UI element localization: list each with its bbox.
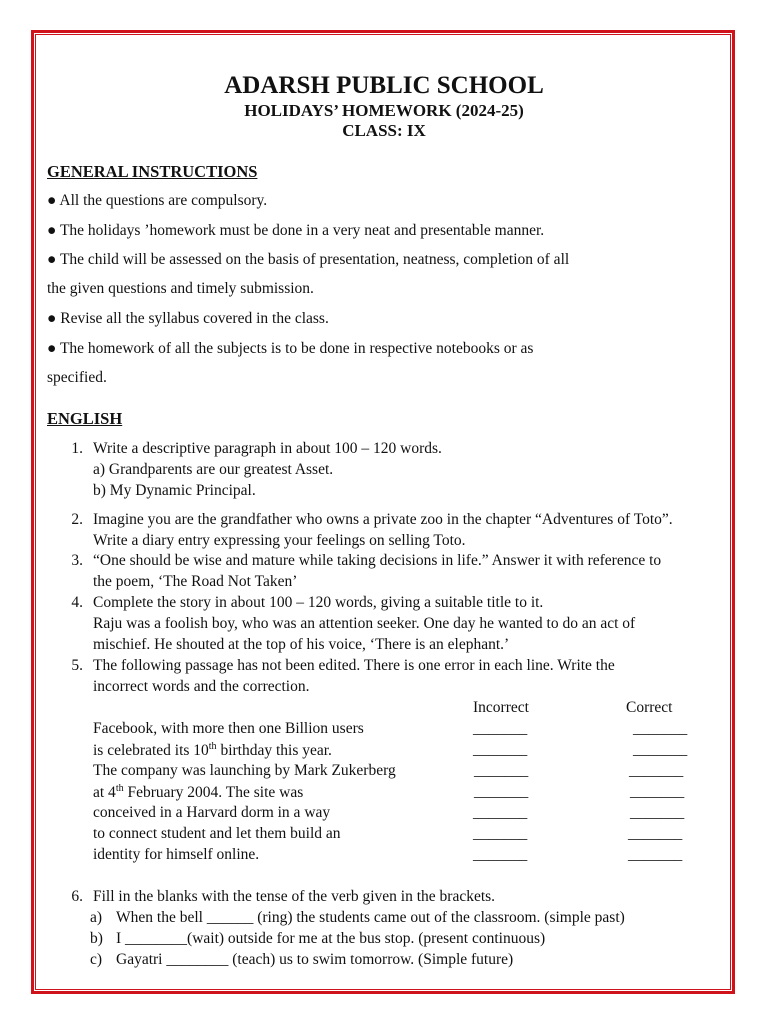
- correct-blank: _______: [633, 741, 688, 758]
- incorrect-blank: _______: [473, 720, 528, 737]
- english-heading: ENGLISH: [47, 409, 123, 428]
- question-number: 5.: [71, 657, 83, 674]
- correct-blank: _______: [628, 825, 683, 842]
- general-instructions-heading: GENERAL INSTRUCTIONS: [47, 162, 258, 181]
- q6-item-label: c): [90, 951, 103, 968]
- incorrect-blank: _______: [473, 846, 528, 863]
- question-number: 6.: [71, 888, 83, 905]
- passage-line: The company was launching by Mark Zukerberg: [93, 762, 396, 779]
- correct-blank: _______: [633, 720, 688, 737]
- q6-item: Gayatri ________ (teach) us to swim tomorrow. (Simple future): [116, 951, 514, 968]
- homework-title: HOLIDAYS’ HOMEWORK (2024-25): [244, 101, 524, 120]
- q3-line: “One should be wise and mature while taking decisions in life.” Answer it with reference to: [93, 552, 662, 569]
- passage-line: conceived in a Harvard dorm in a way: [93, 804, 331, 821]
- instruction-line: ● Revise all the syllabus covered in the class.: [47, 310, 329, 327]
- correct-blank: _______: [628, 846, 683, 863]
- incorrect-blank: _______: [474, 762, 529, 779]
- q5-line: incorrect words and the correction.: [93, 678, 310, 695]
- q1-option-b: b) My Dynamic Principal.: [93, 482, 256, 499]
- q4-line: Complete the story in about 100 – 120 words, giving a suitable title to it.: [93, 594, 544, 611]
- column-header-correct: Correct: [626, 699, 673, 716]
- instruction-line: ● The holidays ’homework must be done in a very neat and presentable manner.: [47, 222, 545, 239]
- instruction-line: the given questions and timely submission.: [47, 280, 314, 297]
- passage-line: Facebook, with more then one Billion users: [93, 720, 364, 737]
- q3-line: the poem, ‘The Road Not Taken’: [93, 573, 298, 590]
- q6-item: I ________(wait) outside for me at the bus stop. (present continuous): [116, 930, 546, 947]
- class-label: CLASS: IX: [342, 121, 426, 140]
- correct-blank: _______: [630, 783, 685, 800]
- incorrect-blank: _______: [474, 783, 529, 800]
- q6-item: When the bell ______ (ring) the students came out of the classroom. (simple past): [116, 909, 625, 926]
- passage-line: to connect student and let them build an: [93, 825, 341, 842]
- incorrect-blank: _______: [473, 825, 528, 842]
- q2-line: Write a diary entry expressing your feelings on selling Toto.: [93, 532, 466, 549]
- school-title: ADARSH PUBLIC SCHOOL: [224, 72, 544, 99]
- incorrect-blank: _______: [473, 804, 528, 821]
- q4-line: mischief. He shouted at the top of his voice, ‘There is an elephant.’: [93, 636, 510, 653]
- question-number: 2.: [71, 511, 83, 528]
- q5-line: The following passage has not been edited. There is one error in each line. Write the: [93, 657, 615, 674]
- question-number: 3.: [71, 552, 83, 569]
- column-header-incorrect: Incorrect: [473, 699, 529, 716]
- q4-line: Raju was a foolish boy, who was an attention seeker. One day he wanted to do an act of: [93, 615, 636, 632]
- question-number: 1.: [71, 440, 83, 457]
- question-number: 4.: [71, 594, 83, 611]
- instruction-line: ● The child will be assessed on the basis of presentation, neatness, completion of all: [47, 251, 570, 268]
- correct-blank: _______: [629, 762, 684, 779]
- passage-line: identity for himself online.: [93, 846, 260, 863]
- q2-line: Imagine you are the grandfather who owns a private zoo in the chapter “Adventures of Toto”.: [93, 511, 673, 528]
- q6-item-label: a): [90, 909, 103, 926]
- q1-text: Write a descriptive paragraph in about 100 – 120 words.: [93, 440, 442, 457]
- passage-line: is celebrated its 10th birthday this year.: [93, 741, 332, 760]
- passage-line: at 4th February 2004. The site was: [93, 783, 304, 802]
- q1-option-a: a) Grandparents are our greatest Asset.: [93, 461, 334, 478]
- instruction-line: specified.: [47, 369, 107, 386]
- q6-text: Fill in the blanks with the tense of the verb given in the brackets.: [93, 888, 496, 905]
- correct-blank: _______: [630, 804, 685, 821]
- incorrect-blank: _______: [473, 741, 528, 758]
- instruction-line: ● All the questions are compulsory.: [47, 192, 268, 209]
- q6-item-label: b): [90, 930, 103, 947]
- instruction-line: ● The homework of all the subjects is to be done in respective notebooks or as: [47, 340, 534, 357]
